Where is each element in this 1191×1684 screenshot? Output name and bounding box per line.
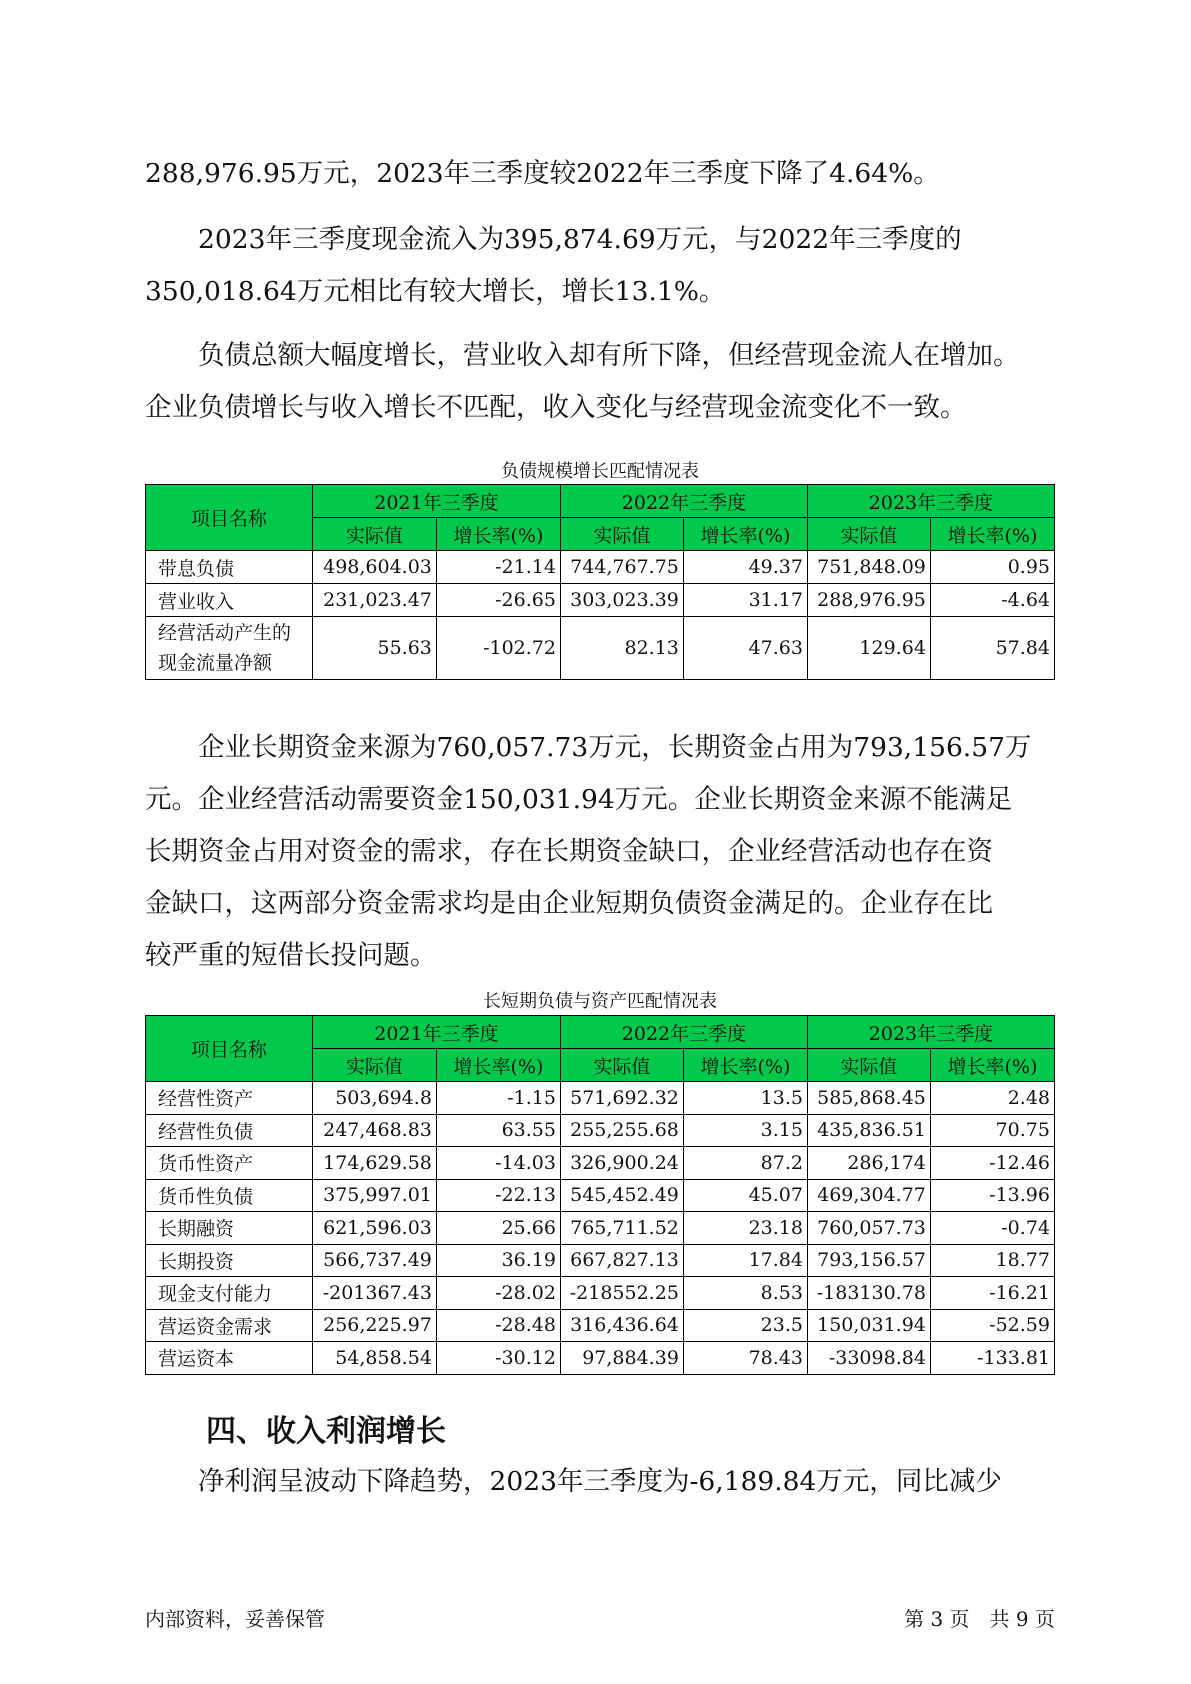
table-row <box>146 1082 1055 1115</box>
table-cell: 0.95 <box>930 551 1054 584</box>
table-cell: 566,737.49 <box>312 1244 436 1277</box>
actual-value-header: 实际值 <box>312 1049 436 1082</box>
text-line: 金缺口，这两部分资金需求均是由企业短期负债资金满足的。企业存在比 <box>145 888 993 919</box>
table-cell: -52.59 <box>930 1309 1054 1342</box>
table-cell: -4.64 <box>930 584 1054 617</box>
table-cell: 316,436.64 <box>560 1309 683 1342</box>
text-line: 企业长期资金来源为760,057.73万元，长期资金占用为793,156.57万 <box>145 732 1032 763</box>
table-cell: 286,174 <box>807 1147 930 1180</box>
table-cell: 375,997.01 <box>312 1179 436 1212</box>
text-line: 较严重的短借长投问题。 <box>145 940 437 971</box>
table-cell: 256,225.97 <box>312 1309 436 1342</box>
table-cell: 97,884.39 <box>560 1342 683 1375</box>
table-cell: 55.63 <box>312 617 436 680</box>
table-cell: 498,604.03 <box>312 551 436 584</box>
row-label: 货币性负债 <box>146 1179 313 1212</box>
table-cell: 150,031.94 <box>807 1309 930 1342</box>
table-cell: -22.13 <box>436 1179 560 1212</box>
table-header-row <box>146 485 1055 518</box>
table-cell: 31.17 <box>683 584 807 617</box>
table-cell: -33098.84 <box>807 1342 930 1375</box>
text-line: 企业负债增长与收入增长不匹配，收入变化与经营现金流变化不一致。 <box>145 392 967 423</box>
table2-caption: 长短期负债与资产匹配情况表 <box>483 991 717 1012</box>
text-line: 2023年三季度现金流入为395,874.69万元，与2022年三季度的 <box>145 224 962 255</box>
table-cell: -30.12 <box>436 1342 560 1375</box>
table-cell: 45.07 <box>683 1179 807 1212</box>
table-cell: 78.43 <box>683 1342 807 1375</box>
row-label: 长期投资 <box>146 1244 313 1277</box>
text-line: 元。企业经营活动需要资金150,031.94万元。企业长期资金来源不能满足 <box>145 784 1013 815</box>
row-label: 营运资金需求 <box>146 1309 313 1342</box>
actual-value-header: 实际值 <box>560 518 683 551</box>
row-label: 营业收入 <box>146 584 313 617</box>
paragraph-revenue-decline <box>145 148 1055 200</box>
table-cell: 70.75 <box>930 1114 1054 1147</box>
table-cell: 25.66 <box>436 1212 560 1245</box>
table-cell: 49.37 <box>683 551 807 584</box>
row-label: 经营性负债 <box>146 1114 313 1147</box>
table-cell: 8.53 <box>683 1277 807 1310</box>
table-row <box>146 1309 1055 1342</box>
period-header: 2022年三季度 <box>560 1016 807 1049</box>
table-header-row <box>146 1016 1055 1049</box>
text-line: 长期资金占用对资金的需求，存在长期资金缺口，企业经营活动也存在资 <box>145 836 993 867</box>
table-cell: -218552.25 <box>560 1277 683 1310</box>
table-row <box>146 1212 1055 1245</box>
table-cell: 503,694.8 <box>312 1082 436 1115</box>
table-cell: 765,711.52 <box>560 1212 683 1245</box>
section-heading: 四、收入利润增长 <box>206 1414 446 1449</box>
table-cell: 255,255.68 <box>560 1114 683 1147</box>
table-cell: 621,596.03 <box>312 1212 436 1245</box>
table-cell: 585,868.45 <box>807 1082 930 1115</box>
actual-value-header: 实际值 <box>807 1049 930 1082</box>
table-cell: -183130.78 <box>807 1277 930 1310</box>
row-label: 带息负债 <box>146 551 313 584</box>
period-header: 2023年三季度 <box>807 1016 1054 1049</box>
period-header: 2021年三季度 <box>312 1016 560 1049</box>
table-cell: 760,057.73 <box>807 1212 930 1245</box>
asset-liability-table <box>145 1015 1055 1375</box>
table-row <box>146 617 1055 680</box>
paragraph-debt-mismatch <box>145 330 1055 434</box>
table-row <box>146 1179 1055 1212</box>
growth-rate-header: 增长率(%) <box>683 518 807 551</box>
table-cell: 435,836.51 <box>807 1114 930 1147</box>
table-cell: 13.5 <box>683 1082 807 1115</box>
row-label: 长期融资 <box>146 1212 313 1245</box>
table-cell: -102.72 <box>436 617 560 680</box>
row-label: 营运资本 <box>146 1342 313 1375</box>
table-cell: -133.81 <box>930 1342 1054 1375</box>
paragraph-net-profit <box>145 1456 1055 1508</box>
table-cell: 288,976.95 <box>807 584 930 617</box>
table-cell: 303,023.39 <box>560 584 683 617</box>
table-cell: 174,629.58 <box>312 1147 436 1180</box>
table-cell: 129.64 <box>807 617 930 680</box>
debt-growth-table <box>145 484 1055 680</box>
table-cell: -28.48 <box>436 1309 560 1342</box>
footer-page-number: 第 3 页 共 9 页 <box>904 1607 1055 1631</box>
table-cell: 667,827.13 <box>560 1244 683 1277</box>
actual-value-header: 实际值 <box>807 518 930 551</box>
table-cell: 751,848.09 <box>807 551 930 584</box>
table-cell: -26.65 <box>436 584 560 617</box>
actual-value-header: 实际值 <box>560 1049 683 1082</box>
text-line: 负债总额大幅度增长，营业收入却有所下降，但经营现金流人在增加。 <box>145 340 1020 371</box>
text-line: 288,976.95万元，2023年三季度较2022年三季度下降了4.64%。 <box>145 158 940 189</box>
table-cell: 63.55 <box>436 1114 560 1147</box>
text-line: 净利润呈波动下降趋势，2023年三季度为-6,189.84万元，同比减少 <box>145 1466 1002 1497</box>
table-row <box>146 551 1055 584</box>
table-cell: 87.2 <box>683 1147 807 1180</box>
table-cell: -12.46 <box>930 1147 1054 1180</box>
row-label: 货币性资产 <box>146 1147 313 1180</box>
table-cell: 54,858.54 <box>312 1342 436 1375</box>
table-row <box>146 1114 1055 1147</box>
table-cell: 326,900.24 <box>560 1147 683 1180</box>
table-cell: 17.84 <box>683 1244 807 1277</box>
table-row <box>146 1277 1055 1310</box>
row-label: 现金支付能力 <box>146 1277 313 1310</box>
row-label: 经营性资产 <box>146 1082 313 1115</box>
period-header: 2021年三季度 <box>312 485 560 518</box>
table-cell: 23.18 <box>683 1212 807 1245</box>
table-cell: 744,767.75 <box>560 551 683 584</box>
table-cell: 545,452.49 <box>560 1179 683 1212</box>
table-cell: 47.63 <box>683 617 807 680</box>
table-cell: 23.5 <box>683 1309 807 1342</box>
table-row <box>146 1147 1055 1180</box>
table-cell: 793,156.57 <box>807 1244 930 1277</box>
table-cell: -201367.43 <box>312 1277 436 1310</box>
table-cell: 18.77 <box>930 1244 1054 1277</box>
growth-rate-header: 增长率(%) <box>930 1049 1054 1082</box>
row-label: 经营活动产生的现金流量净额 <box>146 617 313 680</box>
table-cell: 469,304.77 <box>807 1179 930 1212</box>
actual-value-header: 实际值 <box>312 518 436 551</box>
table-cell: 571,692.32 <box>560 1082 683 1115</box>
period-header: 2022年三季度 <box>560 485 807 518</box>
growth-rate-header: 增长率(%) <box>436 518 560 551</box>
table-cell: -16.21 <box>930 1277 1054 1310</box>
table-cell: 247,468.83 <box>312 1114 436 1147</box>
table-row <box>146 1342 1055 1375</box>
table-cell: 3.15 <box>683 1114 807 1147</box>
period-header: 2023年三季度 <box>807 485 1054 518</box>
paragraph-cash-inflow <box>145 214 1055 318</box>
table-cell: 2.48 <box>930 1082 1054 1115</box>
table-cell: 82.13 <box>560 617 683 680</box>
table-cell: -0.74 <box>930 1212 1054 1245</box>
growth-rate-header: 增长率(%) <box>436 1049 560 1082</box>
text-line: 350,018.64万元相比有较大增长，增长13.1%。 <box>145 276 726 307</box>
table-cell: -21.14 <box>436 551 560 584</box>
table-cell: 57.84 <box>930 617 1054 680</box>
table-cell: -13.96 <box>930 1179 1054 1212</box>
table1-caption: 负债规模增长匹配情况表 <box>501 461 699 482</box>
table-cell: -14.03 <box>436 1147 560 1180</box>
table-cell: 231,023.47 <box>312 584 436 617</box>
growth-rate-header: 增长率(%) <box>930 518 1054 551</box>
table-row <box>146 584 1055 617</box>
footer-confidential-note: 内部资料，妥善保管 <box>145 1607 325 1631</box>
table-row <box>146 1244 1055 1277</box>
paragraph-long-term-funding <box>145 722 1055 982</box>
table-cell: -28.02 <box>436 1277 560 1310</box>
item-name-header: 项目名称 <box>146 485 313 551</box>
table-cell: -1.15 <box>436 1082 560 1115</box>
table-cell: 36.19 <box>436 1244 560 1277</box>
item-name-header: 项目名称 <box>146 1016 313 1082</box>
growth-rate-header: 增长率(%) <box>683 1049 807 1082</box>
